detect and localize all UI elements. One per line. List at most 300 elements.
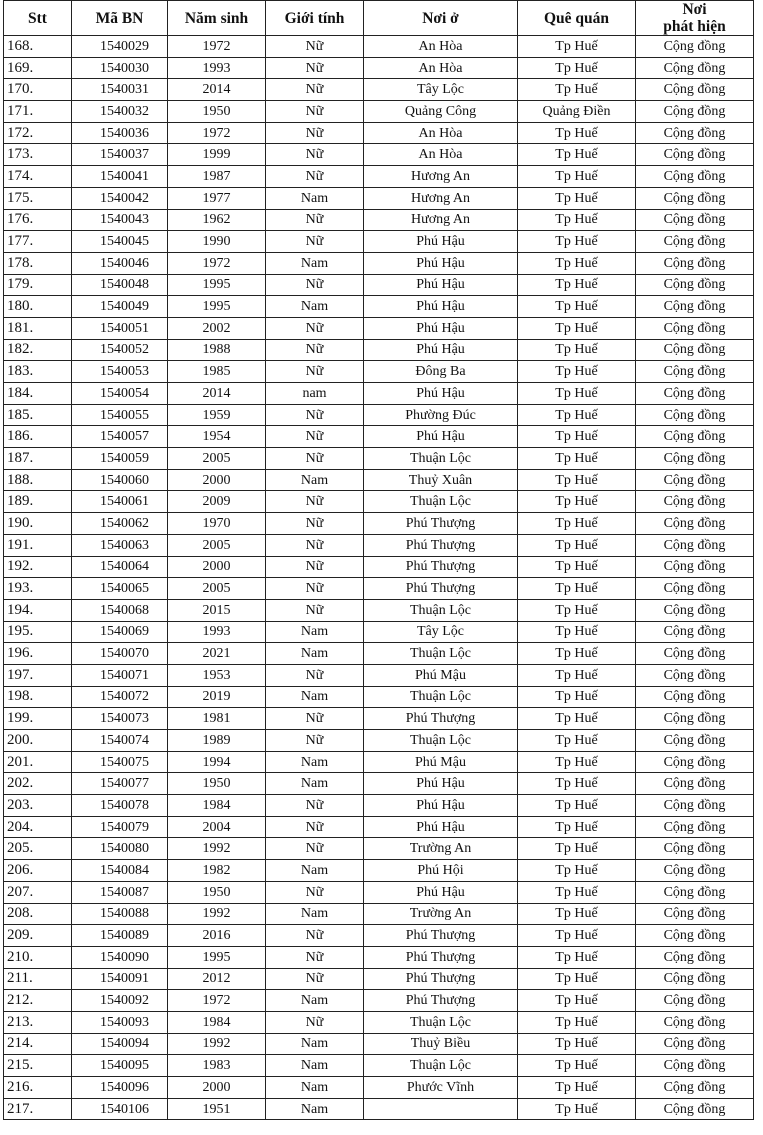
cell-ma-bn: 1540060 xyxy=(72,469,168,491)
cell-noi-o xyxy=(364,1098,518,1120)
table-row xyxy=(4,1011,754,1033)
table-row xyxy=(4,187,754,209)
cell-ma-bn: 1540037 xyxy=(72,144,168,166)
cell-que-quan: Tp Huế xyxy=(518,946,636,968)
cell-que-quan: Tp Huế xyxy=(518,990,636,1012)
cell-stt: 196. xyxy=(4,643,72,665)
cell-noi-o: Phú Hậu xyxy=(364,317,518,339)
cell-stt: 207. xyxy=(4,881,72,903)
cell-nam-sinh: 1995 xyxy=(168,274,266,296)
cell-que-quan: Tp Huế xyxy=(518,57,636,79)
cell-nam-sinh: 2004 xyxy=(168,816,266,838)
cell-noi-phat-hien: Cộng đồng xyxy=(636,166,754,188)
cell-que-quan: Tp Huế xyxy=(518,1055,636,1077)
cell-que-quan: Tp Huế xyxy=(518,383,636,405)
cell-noi-o: Phước Vĩnh xyxy=(364,1077,518,1099)
cell-nam-sinh: 1954 xyxy=(168,426,266,448)
table-row xyxy=(4,534,754,556)
cell-gioi-tinh: Nữ xyxy=(266,79,364,101)
cell-ma-bn: 1540052 xyxy=(72,339,168,361)
cell-ma-bn: 1540068 xyxy=(72,599,168,621)
cell-noi-o: An Hòa xyxy=(364,122,518,144)
cell-noi-o: Phú Thượng xyxy=(364,925,518,947)
cell-gioi-tinh: Nam xyxy=(266,252,364,274)
cell-gioi-tinh: Nam xyxy=(266,296,364,318)
cell-gioi-tinh: Nữ xyxy=(266,491,364,513)
table-row xyxy=(4,513,754,535)
cell-stt: 201. xyxy=(4,751,72,773)
cell-gioi-tinh: Nữ xyxy=(266,166,364,188)
cell-noi-o: Thuận Lộc xyxy=(364,448,518,470)
cell-noi-o: Tây Lộc xyxy=(364,621,518,643)
cell-noi-o: Trường An xyxy=(364,838,518,860)
cell-noi-phat-hien: Cộng đồng xyxy=(636,903,754,925)
cell-gioi-tinh: Nam xyxy=(266,686,364,708)
cell-gioi-tinh: Nữ xyxy=(266,426,364,448)
cell-stt: 212. xyxy=(4,990,72,1012)
cell-ma-bn: 1540036 xyxy=(72,122,168,144)
cell-stt: 172. xyxy=(4,122,72,144)
cell-nam-sinh: 1950 xyxy=(168,773,266,795)
table-row xyxy=(4,448,754,470)
cell-que-quan: Tp Huế xyxy=(518,881,636,903)
cell-noi-phat-hien: Cộng đồng xyxy=(636,57,754,79)
header-gioi-tinh: Giới tính xyxy=(266,1,364,36)
cell-noi-o: Trường An xyxy=(364,903,518,925)
cell-gioi-tinh: Nữ xyxy=(266,231,364,253)
table-body xyxy=(4,36,754,1120)
cell-nam-sinh: 2005 xyxy=(168,448,266,470)
cell-que-quan: Tp Huế xyxy=(518,903,636,925)
cell-gioi-tinh: Nữ xyxy=(266,578,364,600)
cell-ma-bn: 1540091 xyxy=(72,968,168,990)
cell-gioi-tinh: Nữ xyxy=(266,36,364,58)
cell-gioi-tinh: Nam xyxy=(266,1098,364,1120)
cell-stt: 208. xyxy=(4,903,72,925)
cell-que-quan: Tp Huế xyxy=(518,1011,636,1033)
table-row xyxy=(4,816,754,838)
cell-stt: 195. xyxy=(4,621,72,643)
cell-ma-bn: 1540062 xyxy=(72,513,168,535)
patient-table xyxy=(3,0,754,1120)
cell-nam-sinh: 2005 xyxy=(168,534,266,556)
table-row xyxy=(4,664,754,686)
cell-noi-o: Hương An xyxy=(364,166,518,188)
header-noi-o: Nơi ở xyxy=(364,1,518,36)
cell-que-quan: Tp Huế xyxy=(518,795,636,817)
cell-ma-bn: 1540051 xyxy=(72,317,168,339)
cell-ma-bn: 1540030 xyxy=(72,57,168,79)
cell-nam-sinh: 1972 xyxy=(168,122,266,144)
cell-noi-o: Phú Thượng xyxy=(364,513,518,535)
cell-noi-o: Phú Hậu xyxy=(364,274,518,296)
cell-stt: 184. xyxy=(4,383,72,405)
cell-nam-sinh: 1992 xyxy=(168,1033,266,1055)
cell-gioi-tinh: Nam xyxy=(266,751,364,773)
cell-que-quan: Tp Huế xyxy=(518,578,636,600)
cell-stt: 174. xyxy=(4,166,72,188)
cell-noi-o: Phú Hậu xyxy=(364,383,518,405)
cell-noi-o: An Hòa xyxy=(364,57,518,79)
cell-noi-phat-hien: Cộng đồng xyxy=(636,664,754,686)
cell-ma-bn: 1540078 xyxy=(72,795,168,817)
cell-stt: 179. xyxy=(4,274,72,296)
table-row xyxy=(4,209,754,231)
cell-noi-phat-hien: Cộng đồng xyxy=(636,838,754,860)
cell-ma-bn: 1540088 xyxy=(72,903,168,925)
cell-ma-bn: 1540055 xyxy=(72,404,168,426)
cell-gioi-tinh: Nữ xyxy=(266,599,364,621)
table-row xyxy=(4,556,754,578)
cell-nam-sinh: 1995 xyxy=(168,946,266,968)
cell-nam-sinh: 2012 xyxy=(168,968,266,990)
table-row xyxy=(4,57,754,79)
table-row xyxy=(4,79,754,101)
cell-que-quan: Tp Huế xyxy=(518,838,636,860)
cell-ma-bn: 1540053 xyxy=(72,361,168,383)
table-row xyxy=(4,643,754,665)
cell-stt: 188. xyxy=(4,469,72,491)
table-row xyxy=(4,36,754,58)
cell-nam-sinh: 1993 xyxy=(168,57,266,79)
table-row xyxy=(4,860,754,882)
cell-stt: 205. xyxy=(4,838,72,860)
cell-noi-phat-hien: Cộng đồng xyxy=(636,751,754,773)
cell-que-quan: Tp Huế xyxy=(518,339,636,361)
cell-noi-o: Phú Hậu xyxy=(364,231,518,253)
cell-stt: 199. xyxy=(4,708,72,730)
cell-que-quan: Tp Huế xyxy=(518,599,636,621)
cell-nam-sinh: 1962 xyxy=(168,209,266,231)
cell-noi-phat-hien: Cộng đồng xyxy=(636,361,754,383)
cell-noi-phat-hien: Cộng đồng xyxy=(636,144,754,166)
table-row xyxy=(4,730,754,752)
cell-que-quan: Tp Huế xyxy=(518,252,636,274)
cell-noi-phat-hien: Cộng đồng xyxy=(636,881,754,903)
table-row xyxy=(4,491,754,513)
cell-que-quan: Tp Huế xyxy=(518,686,636,708)
cell-gioi-tinh: Nữ xyxy=(266,664,364,686)
cell-noi-phat-hien: Cộng đồng xyxy=(636,209,754,231)
cell-noi-o: Phú Hậu xyxy=(364,816,518,838)
cell-noi-o: Phú Hậu xyxy=(364,881,518,903)
table-row xyxy=(4,383,754,405)
cell-stt: 209. xyxy=(4,925,72,947)
header-ma-bn: Mã BN xyxy=(72,1,168,36)
cell-gioi-tinh: Nữ xyxy=(266,361,364,383)
cell-que-quan: Tp Huế xyxy=(518,534,636,556)
cell-nam-sinh: 2000 xyxy=(168,469,266,491)
cell-nam-sinh: 1972 xyxy=(168,36,266,58)
cell-gioi-tinh: nam xyxy=(266,383,364,405)
cell-ma-bn: 1540070 xyxy=(72,643,168,665)
header-que-quan: Quê quán xyxy=(518,1,636,36)
cell-gioi-tinh: Nam xyxy=(266,773,364,795)
cell-stt: 183. xyxy=(4,361,72,383)
cell-gioi-tinh: Nữ xyxy=(266,816,364,838)
table-row xyxy=(4,231,754,253)
table-row xyxy=(4,838,754,860)
cell-ma-bn: 1540069 xyxy=(72,621,168,643)
cell-ma-bn: 1540029 xyxy=(72,36,168,58)
cell-nam-sinh: 1953 xyxy=(168,664,266,686)
cell-que-quan: Tp Huế xyxy=(518,274,636,296)
cell-stt: 202. xyxy=(4,773,72,795)
table-row xyxy=(4,773,754,795)
cell-stt: 176. xyxy=(4,209,72,231)
cell-nam-sinh: 1993 xyxy=(168,621,266,643)
cell-gioi-tinh: Nữ xyxy=(266,730,364,752)
cell-gioi-tinh: Nữ xyxy=(266,968,364,990)
cell-ma-bn: 1540061 xyxy=(72,491,168,513)
cell-que-quan: Tp Huế xyxy=(518,469,636,491)
table-row xyxy=(4,122,754,144)
cell-gioi-tinh: Nữ xyxy=(266,101,364,123)
cell-que-quan: Tp Huế xyxy=(518,491,636,513)
cell-stt: 169. xyxy=(4,57,72,79)
cell-noi-phat-hien: Cộng đồng xyxy=(636,968,754,990)
cell-que-quan: Tp Huế xyxy=(518,79,636,101)
cell-noi-phat-hien: Cộng đồng xyxy=(636,231,754,253)
cell-noi-o: Phú Thượng xyxy=(364,990,518,1012)
table-row xyxy=(4,990,754,1012)
cell-gioi-tinh: Nữ xyxy=(266,708,364,730)
cell-ma-bn: 1540031 xyxy=(72,79,168,101)
cell-que-quan: Tp Huế xyxy=(518,968,636,990)
cell-ma-bn: 1540063 xyxy=(72,534,168,556)
cell-nam-sinh: 1977 xyxy=(168,187,266,209)
cell-ma-bn: 1540045 xyxy=(72,231,168,253)
cell-noi-phat-hien: Cộng đồng xyxy=(636,860,754,882)
cell-stt: 192. xyxy=(4,556,72,578)
cell-stt: 206. xyxy=(4,860,72,882)
cell-que-quan: Tp Huế xyxy=(518,730,636,752)
cell-stt: 197. xyxy=(4,664,72,686)
cell-ma-bn: 1540079 xyxy=(72,816,168,838)
cell-gioi-tinh: Nữ xyxy=(266,339,364,361)
cell-que-quan: Tp Huế xyxy=(518,166,636,188)
cell-stt: 190. xyxy=(4,513,72,535)
table-row xyxy=(4,101,754,123)
cell-nam-sinh: 1992 xyxy=(168,838,266,860)
cell-noi-phat-hien: Cộng đồng xyxy=(636,1055,754,1077)
cell-nam-sinh: 2014 xyxy=(168,383,266,405)
cell-noi-phat-hien: Cộng đồng xyxy=(636,383,754,405)
cell-nam-sinh: 1990 xyxy=(168,231,266,253)
cell-noi-o: Thuận Lộc xyxy=(364,599,518,621)
cell-stt: 217. xyxy=(4,1098,72,1120)
cell-noi-phat-hien: Cộng đồng xyxy=(636,122,754,144)
cell-noi-phat-hien: Cộng đồng xyxy=(636,556,754,578)
cell-que-quan: Tp Huế xyxy=(518,144,636,166)
cell-nam-sinh: 2009 xyxy=(168,491,266,513)
cell-nam-sinh: 1981 xyxy=(168,708,266,730)
cell-ma-bn: 1540043 xyxy=(72,209,168,231)
table-row xyxy=(4,621,754,643)
cell-stt: 185. xyxy=(4,404,72,426)
cell-que-quan: Tp Huế xyxy=(518,231,636,253)
table-row xyxy=(4,686,754,708)
table-row xyxy=(4,144,754,166)
cell-stt: 186. xyxy=(4,426,72,448)
cell-noi-phat-hien: Cộng đồng xyxy=(636,36,754,58)
cell-ma-bn: 1540073 xyxy=(72,708,168,730)
cell-stt: 189. xyxy=(4,491,72,513)
cell-ma-bn: 1540072 xyxy=(72,686,168,708)
cell-noi-o: Phú Thượng xyxy=(364,534,518,556)
cell-ma-bn: 1540075 xyxy=(72,751,168,773)
cell-ma-bn: 1540080 xyxy=(72,838,168,860)
cell-stt: 203. xyxy=(4,795,72,817)
cell-noi-o: Hương An xyxy=(364,187,518,209)
table-row xyxy=(4,1098,754,1120)
cell-gioi-tinh: Nam xyxy=(266,860,364,882)
table-row xyxy=(4,296,754,318)
cell-gioi-tinh: Nam xyxy=(266,187,364,209)
cell-noi-phat-hien: Cộng đồng xyxy=(636,513,754,535)
header-row xyxy=(4,1,754,36)
cell-que-quan: Tp Huế xyxy=(518,860,636,882)
cell-ma-bn: 1540049 xyxy=(72,296,168,318)
cell-noi-o: Phú Hậu xyxy=(364,773,518,795)
cell-que-quan: Tp Huế xyxy=(518,643,636,665)
cell-nam-sinh: 1984 xyxy=(168,795,266,817)
cell-noi-phat-hien: Cộng đồng xyxy=(636,578,754,600)
cell-ma-bn: 1540074 xyxy=(72,730,168,752)
cell-nam-sinh: 1988 xyxy=(168,339,266,361)
cell-ma-bn: 1540057 xyxy=(72,426,168,448)
cell-nam-sinh: 2014 xyxy=(168,79,266,101)
cell-gioi-tinh: Nữ xyxy=(266,57,364,79)
cell-noi-o: An Hòa xyxy=(364,144,518,166)
cell-nam-sinh: 1995 xyxy=(168,296,266,318)
cell-gioi-tinh: Nữ xyxy=(266,513,364,535)
cell-noi-phat-hien: Cộng đồng xyxy=(636,339,754,361)
cell-ma-bn: 1540096 xyxy=(72,1077,168,1099)
cell-noi-o: An Hòa xyxy=(364,36,518,58)
header-stt: Stt xyxy=(4,1,72,36)
cell-nam-sinh: 1999 xyxy=(168,144,266,166)
cell-gioi-tinh: Nữ xyxy=(266,122,364,144)
cell-ma-bn: 1540071 xyxy=(72,664,168,686)
cell-que-quan: Tp Huế xyxy=(518,513,636,535)
cell-ma-bn: 1540059 xyxy=(72,448,168,470)
cell-ma-bn: 1540094 xyxy=(72,1033,168,1055)
cell-gioi-tinh: Nữ xyxy=(266,534,364,556)
cell-nam-sinh: 2019 xyxy=(168,686,266,708)
cell-noi-o: Phú Hậu xyxy=(364,426,518,448)
cell-ma-bn: 1540087 xyxy=(72,881,168,903)
cell-ma-bn: 1540092 xyxy=(72,990,168,1012)
cell-gioi-tinh: Nữ xyxy=(266,404,364,426)
cell-ma-bn: 1540046 xyxy=(72,252,168,274)
cell-noi-phat-hien: Cộng đồng xyxy=(636,925,754,947)
cell-gioi-tinh: Nữ xyxy=(266,317,364,339)
cell-que-quan: Tp Huế xyxy=(518,36,636,58)
cell-noi-phat-hien: Cộng đồng xyxy=(636,404,754,426)
cell-noi-o: Thuận Lộc xyxy=(364,730,518,752)
cell-stt: 200. xyxy=(4,730,72,752)
cell-stt: 170. xyxy=(4,79,72,101)
cell-noi-phat-hien: Cộng đồng xyxy=(636,274,754,296)
cell-noi-o: Phú Mậu xyxy=(364,751,518,773)
cell-nam-sinh: 1959 xyxy=(168,404,266,426)
cell-noi-phat-hien: Cộng đồng xyxy=(636,1077,754,1099)
cell-noi-phat-hien: Cộng đồng xyxy=(636,296,754,318)
cell-noi-phat-hien: Cộng đồng xyxy=(636,1011,754,1033)
cell-noi-phat-hien: Cộng đồng xyxy=(636,686,754,708)
table-row xyxy=(4,881,754,903)
cell-noi-phat-hien: Cộng đồng xyxy=(636,469,754,491)
cell-que-quan: Quảng Điền xyxy=(518,101,636,123)
cell-noi-o: Phú Hậu xyxy=(364,339,518,361)
cell-noi-o: Thuận Lộc xyxy=(364,643,518,665)
cell-noi-o: Quảng Công xyxy=(364,101,518,123)
cell-noi-phat-hien: Cộng đồng xyxy=(636,448,754,470)
cell-stt: 168. xyxy=(4,36,72,58)
cell-noi-o: Phú Hậu xyxy=(364,296,518,318)
cell-noi-phat-hien: Cộng đồng xyxy=(636,1033,754,1055)
cell-que-quan: Tp Huế xyxy=(518,448,636,470)
cell-noi-o: Phú Hội xyxy=(364,860,518,882)
cell-noi-o: Tây Lộc xyxy=(364,79,518,101)
cell-nam-sinh: 2015 xyxy=(168,599,266,621)
cell-stt: 171. xyxy=(4,101,72,123)
cell-noi-phat-hien: Cộng đồng xyxy=(636,1098,754,1120)
header-noi-phat-hien-line1: Nơi xyxy=(682,1,707,18)
cell-que-quan: Tp Huế xyxy=(518,361,636,383)
cell-noi-phat-hien: Cộng đồng xyxy=(636,187,754,209)
cell-nam-sinh: 2000 xyxy=(168,556,266,578)
table-row xyxy=(4,968,754,990)
cell-stt: 182. xyxy=(4,339,72,361)
cell-noi-o: Thuận Lộc xyxy=(364,686,518,708)
cell-noi-o: Thuận Lộc xyxy=(364,1055,518,1077)
cell-noi-phat-hien: Cộng đồng xyxy=(636,252,754,274)
cell-noi-phat-hien: Cộng đồng xyxy=(636,101,754,123)
cell-stt: 173. xyxy=(4,144,72,166)
cell-ma-bn: 1540041 xyxy=(72,166,168,188)
cell-noi-phat-hien: Cộng đồng xyxy=(636,534,754,556)
cell-noi-phat-hien: Cộng đồng xyxy=(636,317,754,339)
header-nam-sinh: Năm sinh xyxy=(168,1,266,36)
cell-noi-phat-hien: Cộng đồng xyxy=(636,79,754,101)
cell-nam-sinh: 1983 xyxy=(168,1055,266,1077)
cell-noi-o: Phú Thượng xyxy=(364,578,518,600)
cell-gioi-tinh: Nam xyxy=(266,1077,364,1099)
cell-nam-sinh: 1982 xyxy=(168,860,266,882)
table-row xyxy=(4,903,754,925)
cell-ma-bn: 1540064 xyxy=(72,556,168,578)
cell-nam-sinh: 2005 xyxy=(168,578,266,600)
cell-ma-bn: 1540054 xyxy=(72,383,168,405)
cell-que-quan: Tp Huế xyxy=(518,187,636,209)
cell-noi-phat-hien: Cộng đồng xyxy=(636,990,754,1012)
cell-noi-phat-hien: Cộng đồng xyxy=(636,491,754,513)
cell-ma-bn: 1540065 xyxy=(72,578,168,600)
cell-noi-o: Phú Thượng xyxy=(364,946,518,968)
cell-stt: 210. xyxy=(4,946,72,968)
table-row xyxy=(4,166,754,188)
table-row xyxy=(4,469,754,491)
cell-noi-o: Thuỷ Biều xyxy=(364,1033,518,1055)
cell-ma-bn: 1540095 xyxy=(72,1055,168,1077)
cell-nam-sinh: 2002 xyxy=(168,317,266,339)
cell-gioi-tinh: Nữ xyxy=(266,946,364,968)
cell-nam-sinh: 1970 xyxy=(168,513,266,535)
cell-stt: 193. xyxy=(4,578,72,600)
cell-que-quan: Tp Huế xyxy=(518,1077,636,1099)
